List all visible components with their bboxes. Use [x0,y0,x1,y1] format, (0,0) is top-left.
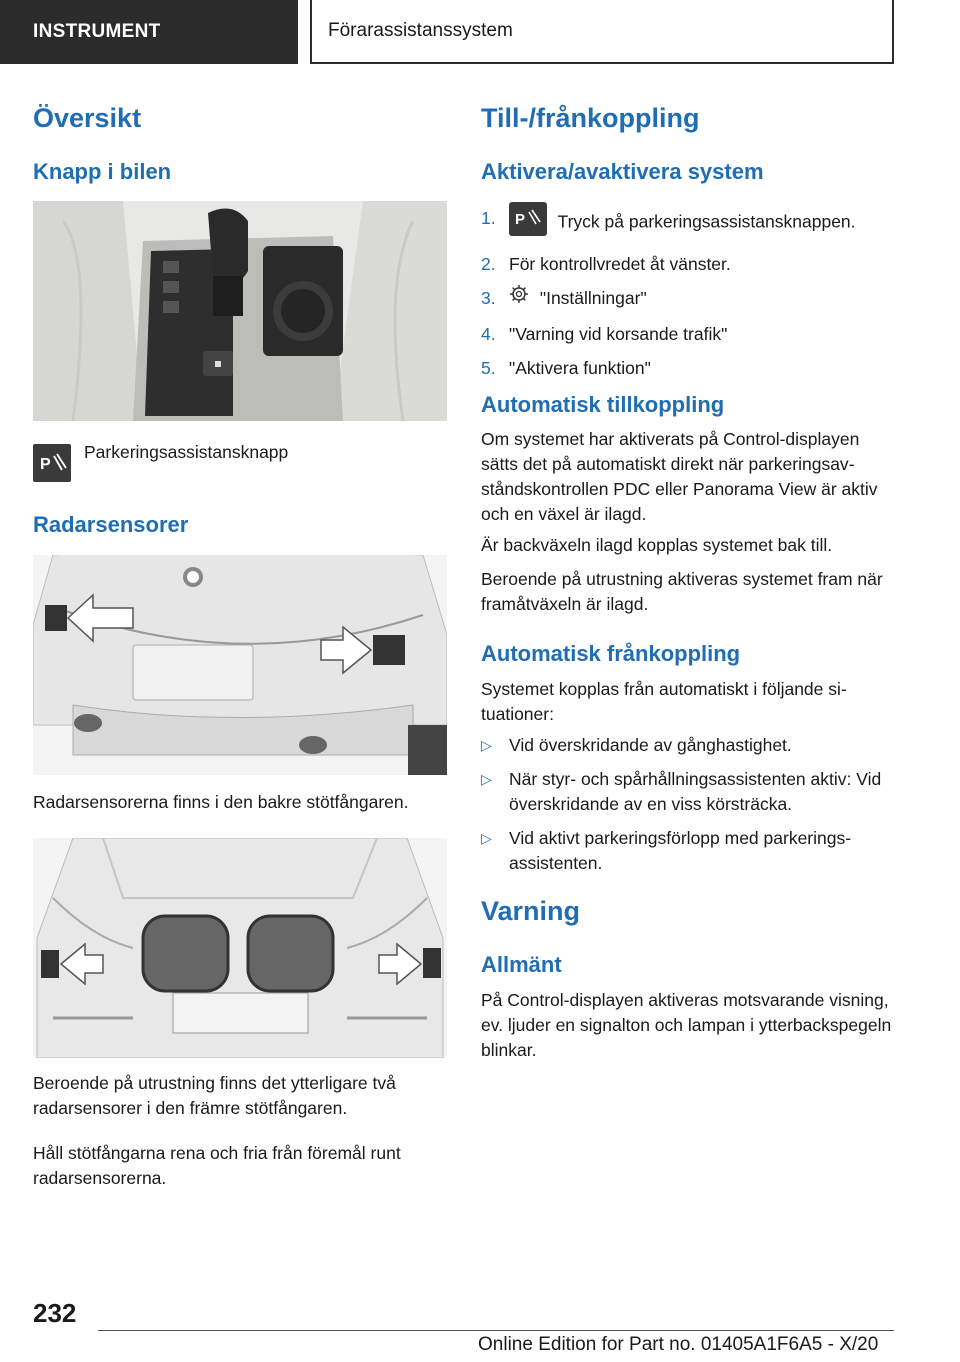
chapter-label: Förarassistanssystem [328,20,513,41]
auto-on-p3: Beroende på utrustning aktiveras systemet fram när framåtväxeln är ilagd. [481,569,883,614]
chapter-tab [310,0,894,64]
triangle-bullet-icon: ▷ [481,771,492,787]
bullet-item: ▷ När styr- och spårhållningsassistenten aktiv: Vid överskridande av en viss körsträcka. [481,769,882,814]
auto-on-heading: Automatisk tillkoppling [481,392,725,417]
svg-text:P: P [515,211,526,228]
svg-text:P: P [40,456,51,473]
bullet-item: ▷ Vid överskridande av gånghastighet. [481,733,896,758]
step-item: 1. P Tryck på parkeringsassistansknappen. [481,206,896,240]
step-item: 5. "Aktivera funktion" [481,358,651,378]
parking-assist-icon [33,444,71,482]
auto-on-p2: Är backväxeln ilagd kopplas systemet bak till. [481,535,833,555]
section-label: INSTRUMENT [33,21,161,42]
auto-off-heading: Automatisk frånkoppling [481,641,741,666]
triangle-bullet-icon: ▷ [481,737,492,753]
auto-off-p1: Systemet kopplas från automatiskt i följande situationer: [481,679,847,724]
step-item: 2. För kontrollvredet åt vänster. [481,254,731,274]
section-tab [0,0,298,64]
footer-divider [98,1330,894,1331]
warning-title: Varning [481,896,581,926]
auto-off-bullets [481,733,896,885]
auto-on-p1: Om systemet har aktiverats på Control-displayen sätts det på automatiskt direkt när parkeringsavståndskontrollen PDC eller Panorama View är aktiv och en växel är ilagd. [481,429,878,524]
step-item: 3. "Inställningar" [481,286,896,313]
clean-sensor-text: Håll stötfångarna rena och fria från föremål runt radarsensorerna. [33,1143,401,1188]
rear-sensor-text: Radarsensorerna finns i den bakre stötfångaren. [33,792,409,812]
activate-heading: Aktivera/avaktivera system [481,159,764,184]
console-image [33,201,447,421]
front-sensor-text: Beroende på utrustning finns det ytterligare två radarsensorer i den främre stötfångaren. [33,1073,396,1118]
sensors-heading: Radarsensorer [33,512,189,537]
page-number: 232 [33,1298,77,1328]
parking-assist-button-icon [509,202,547,236]
settings-gear-icon [509,284,529,311]
activate-steps [481,206,896,390]
toggle-title: Till-/frånkoppling [481,103,700,133]
triangle-bullet-icon: ▷ [481,830,492,846]
edition-note: Online Edition for Part no. 01405A1F6A5 - X/20 [478,1334,879,1355]
button-caption: Parkeringsassistansknapp [84,442,289,462]
general-heading: Allmänt [481,952,562,977]
bullet-item: ▷ Vid aktivt parkeringsförlopp med parkeringsassistenten. [481,828,852,873]
front-bumper-image [33,838,447,1058]
general-text: På Control-displayen aktiveras motsvarande visning, ev. ljuder en signalton och lampan i ytterbackspegeln blinkar. [481,990,892,1060]
overview-title: Översikt [33,103,142,133]
step-item: 4. "Varning vid korsande trafik" [481,324,728,344]
button-heading: Knapp i bilen [33,159,172,184]
rear-bumper-image [33,555,447,775]
